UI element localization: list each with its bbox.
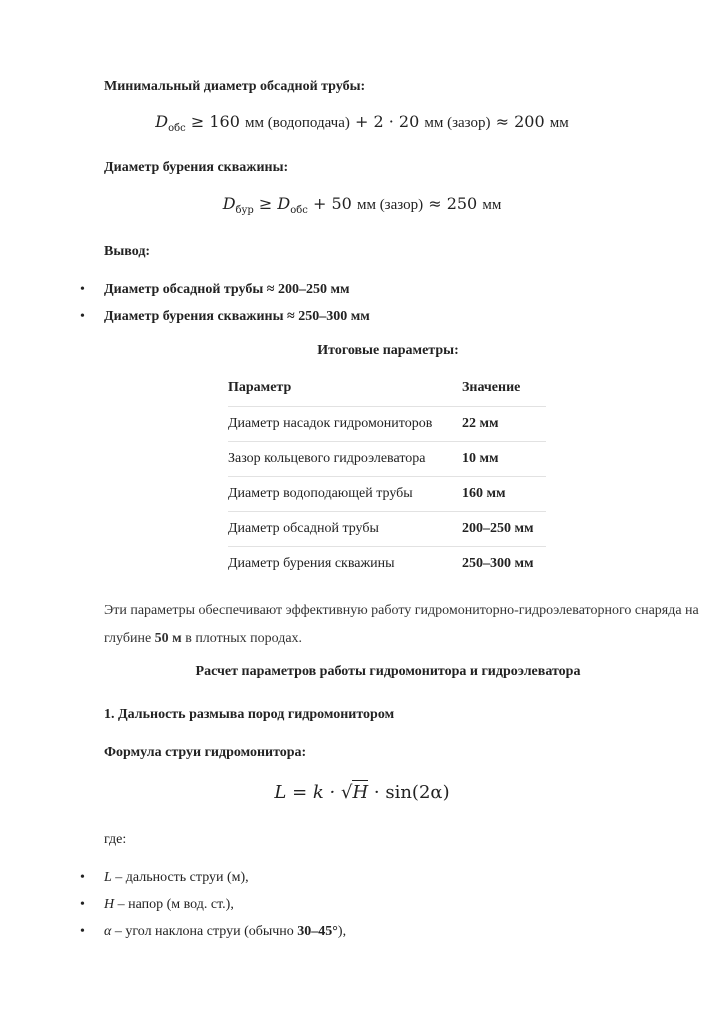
variable-desc: – угол наклона струи (обычно — [111, 924, 298, 939]
variable-symbol: L — [104, 870, 112, 885]
formula-part: ≈ 200 — [495, 112, 545, 131]
casing-formula — [0, 112, 724, 134]
parameters-table — [228, 370, 546, 581]
table-cell: 10 мм — [462, 442, 546, 477]
formula-part: ≥ — [258, 194, 273, 213]
formula-unit: мм — [549, 115, 569, 131]
variable-desc: – напор (м вод. ст.), — [114, 897, 234, 912]
formula-subscript: обс — [168, 123, 186, 135]
formula-part: L = k · — [274, 782, 336, 803]
casing-heading: Минимальный диаметр обсадной трубы: — [104, 79, 366, 94]
calc-subheading: 1. Дальность размыва пород гидромонитором — [104, 707, 395, 722]
variable-item — [104, 924, 346, 940]
table-cell: 200–250 мм — [462, 512, 546, 547]
table-cell: Диаметр обсадной трубы — [228, 512, 462, 547]
formula-unit: мм (зазор) — [356, 197, 424, 213]
variable-symbol: α — [104, 924, 112, 939]
table-header: Значение — [462, 380, 521, 395]
table-cell: Диаметр насадок гидромониторов — [228, 407, 462, 442]
bullet-icon: • — [80, 282, 85, 297]
formula-symbol: D — [277, 194, 291, 213]
formula-label: Формула струи гидромонитора: — [104, 745, 307, 760]
calc-title: Расчет параметров работы гидромонитора и гидроэлеватора — [195, 664, 581, 679]
formula-symbol: D — [222, 194, 236, 213]
formula-subscript: бур — [235, 205, 254, 217]
table-row — [228, 442, 546, 477]
table-cell: 250–300 мм — [462, 547, 546, 582]
variable-symbol: H — [104, 897, 115, 912]
variable-desc: – дальность струи (м), — [111, 870, 249, 885]
paragraph-text: в плотных породах. — [181, 631, 303, 646]
formula-subscript: обс — [290, 205, 308, 217]
table-cell: Диаметр водоподающей трубы — [228, 477, 462, 512]
table-cell: 22 мм — [462, 407, 546, 442]
bullet-icon: • — [80, 897, 85, 912]
summary-paragraph — [104, 597, 704, 653]
conclusion-heading: Вывод: — [104, 244, 151, 259]
formula-root: H — [352, 782, 369, 803]
formula-part: ≈ 250 — [428, 194, 478, 213]
bullet-icon: • — [80, 309, 85, 324]
sqrt-symbol: √ — [340, 782, 353, 803]
drill-formula — [0, 194, 724, 216]
jet-formula — [0, 782, 724, 803]
variable-bold: 30–45° — [297, 924, 338, 939]
formula-part: · sin(2α) — [373, 782, 450, 803]
formula-unit: мм (зазор) — [424, 115, 491, 131]
conclusion-item: Диаметр обсадной трубы ≈ 200–250 мм — [104, 282, 350, 297]
table-row — [228, 512, 546, 547]
table-cell: Диаметр бурения скважины — [228, 547, 462, 582]
table-cell: 160 мм — [462, 477, 546, 512]
where-label: где: — [104, 832, 127, 847]
formula-symbol: D — [155, 112, 169, 131]
variable-tail: ), — [337, 924, 347, 939]
formula-part: + 50 — [313, 194, 352, 213]
bullet-icon: • — [80, 870, 85, 885]
formula-unit: мм — [482, 197, 502, 213]
table-row — [228, 477, 546, 512]
formula-part: ≥ 160 — [190, 112, 240, 131]
summary-title: Итоговые параметры: — [317, 343, 459, 358]
variable-item — [104, 870, 249, 886]
table-row — [228, 407, 546, 442]
formula-unit: мм (водоподача) — [244, 115, 350, 131]
bullet-icon: • — [80, 924, 85, 939]
conclusion-item: Диаметр бурения скважины ≈ 250–300 мм — [104, 309, 370, 324]
variable-item — [104, 897, 234, 913]
table-header-row — [228, 370, 546, 407]
table-cell: Зазор кольцевого гидроэлеватора — [228, 442, 462, 477]
table-header: Параметр — [228, 380, 292, 395]
drill-heading: Диаметр бурения скважины: — [104, 160, 289, 175]
paragraph-bold: 50 м — [154, 631, 182, 646]
table-row — [228, 547, 546, 582]
paragraph-text: Эти параметры обеспечивают эффективную работу гидромониторно-гидроэлеваторного снаряда на глубине — [104, 603, 699, 646]
formula-part: + 2 · 20 — [354, 112, 420, 131]
